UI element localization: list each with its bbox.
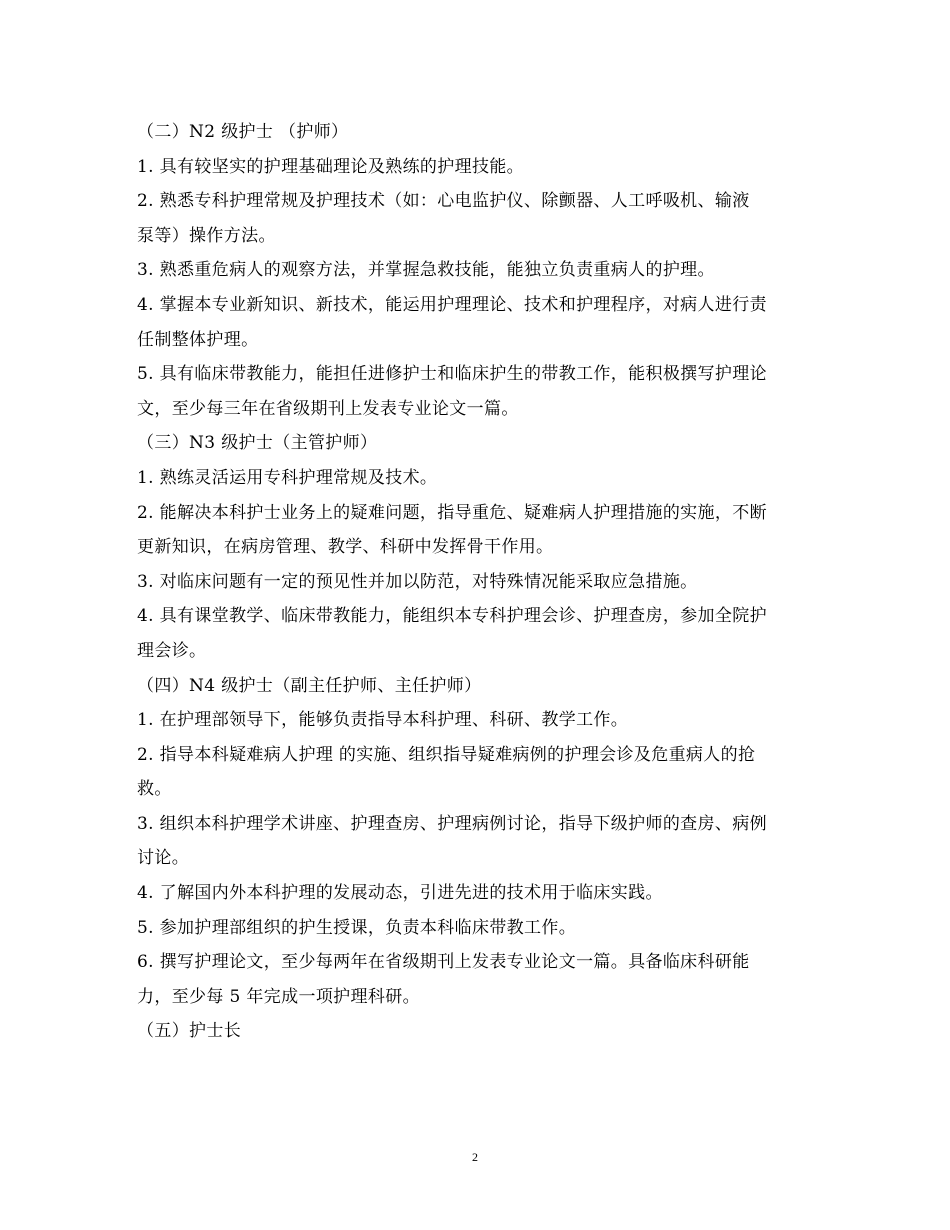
text-line: 6. 撰写护理论文，至少每两年在省级期刊上发表专业论文一篇。具备临床科研能 bbox=[137, 952, 750, 973]
text-line: 4. 掌握本专业新知识、新技术，能运用护理理论、技术和护理程序，对病人进行责 bbox=[137, 294, 767, 315]
text-line: 1. 具有较坚实的护理基础理论及熟练的护理技能。 bbox=[137, 156, 525, 177]
section-heading-n3: （三）N3 级护士（主管护师） bbox=[137, 433, 378, 454]
text-line: 3. 组织本科护理学术讲座、护理查房、护理病例讨论，指导下级护师的查房、病例 bbox=[137, 813, 767, 834]
text-line: 3. 熟悉重危病人的观察方法，并掌握急救技能，能独立负责重病人的护理。 bbox=[137, 260, 715, 281]
text-line: 2. 熟悉专科护理常规及护理技术（如：心电监护仪、除颤器、人工呼吸机、输液 bbox=[137, 191, 750, 212]
text-line: 力，至少每 5 年完成一项护理科研。 bbox=[137, 986, 420, 1007]
section-heading-n4: （四）N4 级护士（副主任护师、主任护师） bbox=[137, 675, 482, 696]
text-line: 更新知识，在病房管理、教学、科研中发挥骨干作用。 bbox=[137, 537, 554, 558]
text-line: 救。 bbox=[137, 779, 172, 800]
text-line: 5. 具有临床带教能力，能担任进修护士和临床护生的带教工作，能积极撰写护理论 bbox=[137, 364, 767, 385]
text-line: 1. 熟练灵活运用专科护理常规及技术。 bbox=[137, 467, 438, 488]
text-line: 1. 在护理部领导下，能够负责指导本科护理、科研、教学工作。 bbox=[137, 710, 629, 731]
section-heading-n2: （二）N2 级护士 （护师） bbox=[137, 122, 349, 142]
text-line: 任制整体护理。 bbox=[137, 329, 259, 350]
text-line: 讨论。 bbox=[137, 848, 190, 869]
text-line: 4. 了解国内外本科护理的发展动态，引进先进的技术用于临床实践。 bbox=[137, 883, 663, 904]
text-line: 5. 参加护理部组织的护生授课，负责本科临床带教工作。 bbox=[137, 917, 577, 938]
text-line: 文，至少每三年在省级期刊上发表专业论文一篇。 bbox=[137, 398, 519, 419]
text-line: 4. 具有课堂教学、临床带教能力，能组织本专科护理会诊、护理查房，参加全院护 bbox=[137, 606, 767, 627]
text-line: 3. 对临床问题有一定的预见性并加以防范，对特殊情况能采取应急措施。 bbox=[137, 571, 698, 592]
text-line: 2. 指导本科疑难病人护理 的实施、组织指导疑难病例的护理会诊及危重病人的抢 bbox=[137, 744, 756, 765]
text-line: 2. 能解决本科护士业务上的疑难问题，指导重危、疑难病人护理措施的实施，不断 bbox=[137, 502, 767, 523]
text-line: 理会诊。 bbox=[137, 640, 207, 661]
document-body bbox=[137, 115, 817, 1049]
text-line: 泵等）操作方法。 bbox=[137, 225, 276, 246]
section-heading-head-nurse: （五）护士长 bbox=[137, 1021, 242, 1042]
page-number: 2 bbox=[472, 1150, 478, 1164]
